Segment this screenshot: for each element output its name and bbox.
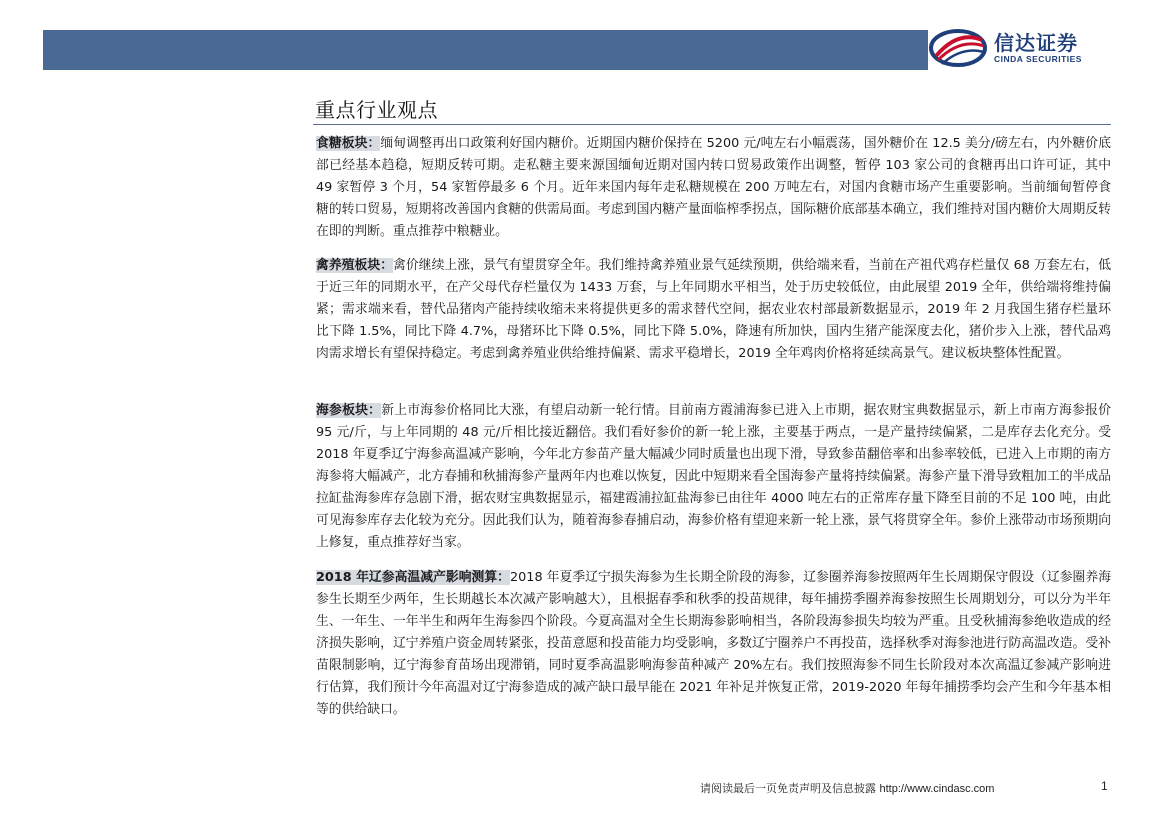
paragraph-lead: 禽养殖板块： [316,258,394,273]
logo-chinese-name: 信达证券 [994,31,1078,55]
title-divider [313,124,1111,125]
paragraph-poultry [316,255,1111,365]
logo-english-name: CINDA SECURITIES [994,54,1082,64]
paragraph-lead: 食糖板块： [316,136,381,151]
paragraph-sugar [316,133,1111,243]
paragraph-lead: 2018 年辽参高温减产影响测算： [316,570,511,585]
page-number: 1 [1101,779,1108,793]
footer-url-link[interactable]: http://www.cindasc.com [879,783,995,795]
paragraph-lead: 海参板块： [316,403,382,418]
paragraph-body: 2018 年夏季辽宁损失海参为生长期全阶段的海参，辽参圈养海参按照两年生长周期保守假设（辽参圈养海参生长期至少两年，生长期越长本次减产影响越大），且根据春季和秋季的投苗规律，每年捕捞季圈养海参按照生长周期划分，可以分为半年生、一年生、一年半生和两年生海参四个阶段。今夏高温对全生长期海参影响相当，各阶段海参损失均较为严重。且受秋捕海参绝收造成的经济损失影响，辽宁养殖户资金周转紧张，投苗意愿和投苗能力均受影响，多数辽宁圈养户不再投苗，选择秋季对海参池进行防高温改造。受补苗限制影响，辽宁海参育苗场出现滞销，同时夏季高温影响海参苗种减产 20%左右。我们按照海参不同生长阶段对本次高温辽参减产影响进行估算，我们预计今年高温对辽宁海参造成的减产缺口最早能在 2021 年补足并恢复正常，2019-2020 年每年捕捞季均会产生和今年基本相等的供给缺口。 [316,570,1111,717]
brand-logo [928,24,1133,72]
disclaimer-text: 请阅读最后一页免责声明及信息披露 [700,782,876,795]
paragraph-liaoning-impact [316,567,1111,721]
paragraph-body: 禽价继续上涨，景气有望贯穿全年。我们维持禽养殖业景气延续预期，供给端来看，当前在产祖代鸡存栏量仅 68 万套左右，低于近三年的同期水平，在产父母代存栏量仅为 1433 万套，与上年同期水平相当，处于历史较低位，由此展望 2019 全年，供给端将维持偏紧；需求端来看，替代品猪肉产能持续收缩未来将提供更多的需求替代空间，据农业农村部最新数据显示，2019 年 2 月我国生猪存栏量环比下降 1.5%，同比下降 4.7%，母猪环比下降 0.5%，同比下降 5.0%，降速有所加快，国内生猪产能深度去化，猪价步入上涨，替代品鸡肉需求增长有望保持稳定。考虑到禽养殖业供给维持偏紧、需求平稳增长，2019 全年鸡肉价格将延续高景气。建议板块整体性配置。 [316,258,1112,361]
cinda-logo-icon [928,26,988,70]
footer-disclaimer [700,780,994,796]
page-title: 重点行业观点 [315,98,438,122]
paragraph-body: 新上市海参价格同比大涨，有望启动新一轮行情。目前南方霞浦海参已进入上市期，据农财宝典数据显示，新上市南方海参报价 95 元/斤，与上年同期的 48 元/斤相比接近翻倍。我们看好参价的新一轮上涨，主要基于两点，一是产量持续偏紧，二是库存去化充分。受 2018 年夏季辽宁海参高温减产影响，今年北方参苗产量大幅减少同时质量也出现下滑，导致参苗翻倍率和出参率较低，已进入上市期的南方海参将大幅减产，北方春捕和秋捕海参产量两年内也难以恢复，因此中短期来看全国海参产量将持续偏紧。海参产量下滑导致粗加工的半成品拉缸盐海参库存急剧下滑，据农财宝典数据显示，福建霞浦拉缸盐海参已由往年 4000 吨左右的正常库存量下降至目前的不足 100 吨，由此可见海参库存去化较为充分。因此我们认为，随着海参春捕启动，海参价格有望迎来新一轮上涨，景气将贯穿全年。参价上涨带动市场预期向上修复，重点推荐好当家。 [316,403,1112,550]
paragraph-sea-cucumber [316,400,1111,554]
paragraph-body: 缅甸调整再出口政策利好国内糖价。近期国内糖价保持在 5200 元/吨左右小幅震荡，国外糖价在 12.5 美分/磅左右，内外糖价底部已经基本趋稳，短期反转可期。走私糖主要来源国缅甸近期对国内转口贸易政策作出调整，暂停 103 家公司的食糖再出口许可证，其中 49 家暂停 3 个月，54 家暂停最多 6 个月。近年来国内每年走私糖规模在 200 万吨左右，对国内食糖市场产生重要影响。当前缅甸暂停食糖的转口贸易，短期将改善国内食糖的供需局面。考虑到国内糖产量面临榨季拐点，国际糖价底部基本确立，我们维持对国内糖价大周期反转在即的判断。重点推荐中粮糖业。 [316,136,1111,239]
